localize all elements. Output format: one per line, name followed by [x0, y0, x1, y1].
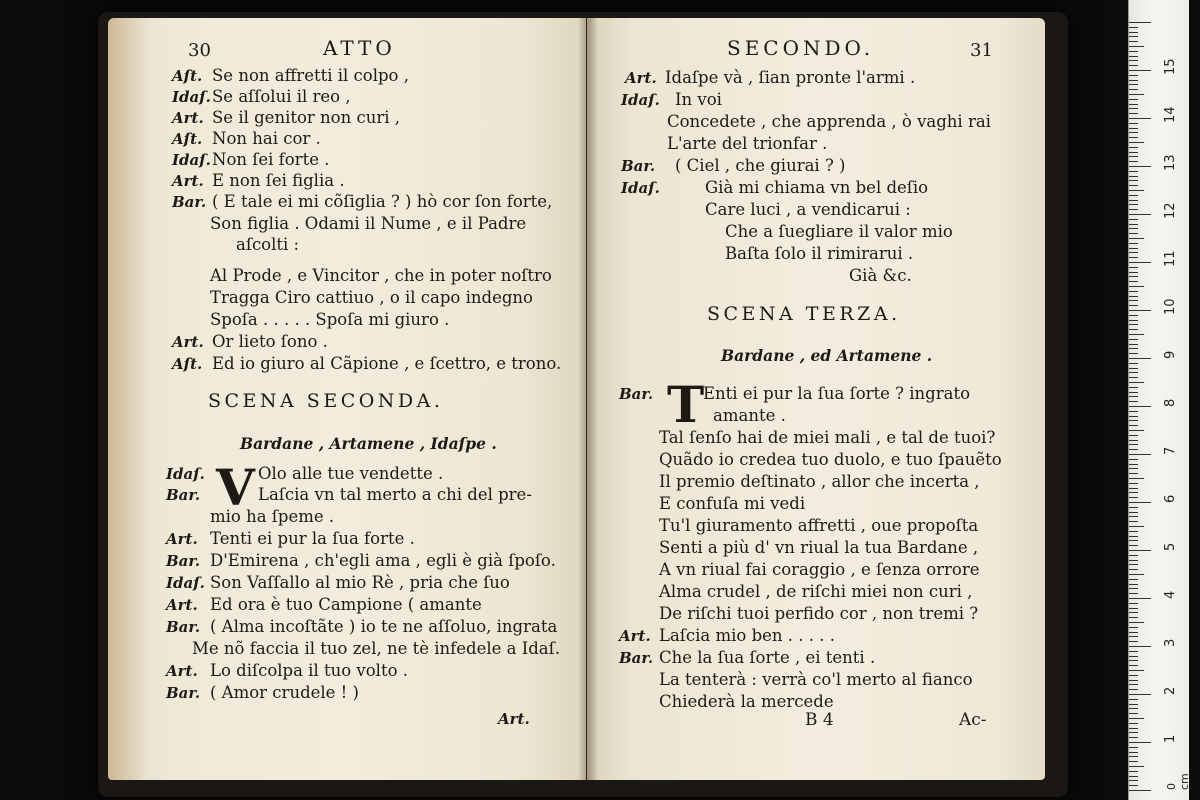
- ruler-tick: [1129, 704, 1138, 705]
- ruler-tick: [1129, 459, 1138, 460]
- ruler-tick: [1129, 180, 1138, 181]
- ruler-tick: [1129, 176, 1138, 177]
- ruler-label: 9: [1163, 350, 1178, 359]
- ruler-tick: [1129, 152, 1138, 153]
- ruler-tick: [1129, 99, 1138, 100]
- ruler-tick: [1129, 483, 1138, 484]
- ruler-tick: [1129, 368, 1138, 369]
- ruler-tick: [1129, 65, 1138, 66]
- ruler-tick: [1129, 80, 1138, 81]
- ruler-tick: [1129, 622, 1144, 623]
- right-running-header: SECONDO.: [727, 36, 875, 60]
- ruler-tick: [1129, 588, 1138, 589]
- ruler-tick: [1129, 468, 1138, 469]
- ruler-tick: [1129, 584, 1138, 585]
- ruler-tick: [1129, 646, 1151, 647]
- ruler-tick: [1129, 435, 1138, 436]
- ruler-tick: [1129, 248, 1138, 249]
- ruler-tick: [1129, 718, 1144, 719]
- ruler-tick: [1129, 771, 1138, 772]
- drop-cap: V: [216, 458, 255, 517]
- ruler-tick: [1129, 473, 1138, 474]
- ruler-label: 4: [1163, 590, 1178, 599]
- ruler-tick: [1129, 300, 1138, 301]
- ruler-label: 1: [1163, 734, 1178, 743]
- ruler-tick: [1129, 27, 1138, 28]
- ruler-tick: [1129, 382, 1144, 383]
- ruler-tick: [1129, 670, 1144, 671]
- ruler-tick: [1129, 22, 1151, 23]
- ruler-tick: [1129, 766, 1144, 767]
- ruler-tick: [1129, 137, 1138, 138]
- ruler-tick: [1129, 156, 1138, 157]
- ruler-tick: [1129, 228, 1138, 229]
- ruler-tick: [1129, 147, 1138, 148]
- ruler-tick: [1129, 627, 1138, 628]
- ruler-tick: [1129, 550, 1151, 551]
- ruler-label: 5: [1163, 542, 1178, 551]
- ruler-tick: [1129, 440, 1138, 441]
- ruler-tick: [1129, 536, 1138, 537]
- ruler-tick: [1129, 272, 1138, 273]
- ruler-tick: [1129, 492, 1138, 493]
- ruler-tick: [1129, 286, 1144, 287]
- ruler-tick: [1129, 329, 1138, 330]
- ruler-tick: [1129, 161, 1138, 162]
- ruler-tick: [1129, 555, 1138, 556]
- ruler-tick: [1129, 540, 1138, 541]
- ruler-tick: [1129, 430, 1144, 431]
- ruler-tick: [1129, 334, 1144, 335]
- ruler-tick: [1129, 411, 1138, 412]
- ruler-tick: [1129, 684, 1138, 685]
- ruler-tick: [1129, 310, 1151, 311]
- ruler-unit: 0 cm: [1165, 773, 1191, 790]
- ruler-tick: [1129, 752, 1138, 753]
- ruler-tick: [1129, 723, 1138, 724]
- ruler-tick: [1129, 276, 1138, 277]
- right-page-number: 31: [970, 40, 993, 61]
- ruler-tick: [1129, 243, 1138, 244]
- ruler-tick: [1129, 636, 1138, 637]
- ruler-label: 13: [1163, 154, 1178, 171]
- ruler-tick: [1129, 478, 1144, 479]
- ruler-tick: [1129, 569, 1138, 570]
- ruler-tick: [1129, 315, 1138, 316]
- catchword: Art.: [498, 710, 530, 728]
- ruler-label: 6: [1163, 494, 1178, 503]
- ruler-tick: [1129, 209, 1138, 210]
- ruler-label: 12: [1163, 202, 1178, 219]
- ruler-tick: [1129, 94, 1144, 95]
- ruler-label: 10: [1163, 298, 1178, 315]
- ruler-tick: [1129, 420, 1138, 421]
- ruler-tick: [1129, 488, 1138, 489]
- ruler-tick: [1129, 699, 1138, 700]
- drop-cap: T: [667, 375, 705, 434]
- ruler-tick: [1129, 612, 1138, 613]
- ruler-tick: [1129, 641, 1138, 642]
- ruler-tick: [1129, 252, 1138, 253]
- ruler-tick: [1129, 204, 1138, 205]
- ruler-tick: [1129, 531, 1138, 532]
- ruler-tick: [1129, 406, 1151, 407]
- ruler-tick: [1129, 396, 1138, 397]
- ruler-tick: [1129, 195, 1138, 196]
- ruler-tick: [1129, 651, 1138, 652]
- ruler-tick: [1129, 372, 1138, 373]
- ruler-tick: [1129, 728, 1138, 729]
- ruler-tick: [1129, 776, 1138, 777]
- ruler-tick: [1129, 171, 1138, 172]
- ruler-tick: [1129, 675, 1138, 676]
- ruler-tick: [1129, 132, 1138, 133]
- ruler-tick: [1129, 257, 1138, 258]
- scene-characters: Bardane , ed Artamene .: [721, 346, 933, 365]
- scene-characters: Bardane , Artamene , Idaſpe .: [240, 434, 497, 453]
- left-running-header: ATTO: [323, 36, 396, 60]
- ruler-tick: [1129, 598, 1151, 599]
- ruler-tick: [1129, 46, 1144, 47]
- right-page: SECONDO. 31 Art. Idaſpe và , ſian pronte l'armi . Idaſ. In voi Concedete , che apprenda , ò vaghi rai L'arte del trionfar . Bar. ( Ciel , che giurai ? ) Idaſ. Già mi chiama vn bel deſio Care luci , a vendicarui : Che a ſuegliare il valor mio Baſta ſolo il rimirarui . Già &c. SCENA TERZA. Bardane , ed Artamene . T Bar. Enti ei pur la ſua ſorte ? ingrato amante . Tal ſenſo hai de miei mali , e tal de tuoi? Quãdo io credea tuo duolo, e tuo ſpauẽto Il premio deſtinato , allor che incerta , E confuſa mi vedi Tu'l giuramento affretti , oue propoſta Senti a più d' vn riual la tua Bardane , A vn riual fai coraggio , e ſenza orrore Alma crudel , de riſchi miei non curi , De riſchi tuoi perfido cor , non tremi ? Art. Laſcia mio ben . . . . . Bar. Che la ſua ſorte , ei tenti . La tenterà : verrà co'l merto al fianco Chiederà la mercede B 4 Ac-: [587, 18, 1045, 780]
- ruler-tick: [1129, 320, 1138, 321]
- ruler-tick: [1129, 747, 1138, 748]
- scene-title: SCENA SECONDA.: [208, 390, 444, 412]
- ruler-tick: [1129, 579, 1138, 580]
- ruler-tick: [1129, 545, 1138, 546]
- ruler-label: 3: [1163, 638, 1178, 647]
- ruler-tick: [1129, 305, 1138, 306]
- ruler-tick: [1129, 708, 1138, 709]
- ruler-tick: [1129, 281, 1138, 282]
- ruler-tick: [1129, 737, 1138, 738]
- ruler-tick: [1129, 454, 1151, 455]
- ruler-tick: [1129, 742, 1151, 743]
- ruler-tick: [1129, 296, 1138, 297]
- ruler-tick: [1129, 353, 1138, 354]
- ruler-tick: [1129, 104, 1138, 105]
- ruler-tick: [1129, 401, 1138, 402]
- ruler-tick: [1129, 60, 1138, 61]
- ruler-tick: [1129, 574, 1144, 575]
- ruler-label: 15: [1163, 58, 1178, 75]
- ruler-tick: [1129, 128, 1138, 129]
- ruler-tick: [1129, 291, 1138, 292]
- ruler-tick: [1129, 123, 1138, 124]
- ruler-tick: [1129, 324, 1138, 325]
- ruler-tick: [1129, 166, 1151, 167]
- ruler-tick: [1129, 348, 1138, 349]
- ruler-tick: [1129, 512, 1138, 513]
- measuring-ruler: [1128, 0, 1189, 800]
- ruler-tick: [1129, 449, 1138, 450]
- ruler-tick: [1129, 142, 1144, 143]
- ruler-tick: [1129, 689, 1138, 690]
- ruler-tick: [1129, 392, 1138, 393]
- ruler-label: 7: [1163, 446, 1178, 455]
- ruler-tick: [1129, 70, 1151, 71]
- ruler-tick: [1129, 713, 1138, 714]
- ruler-tick: [1129, 219, 1138, 220]
- ruler-tick: [1129, 497, 1138, 498]
- ruler-tick: [1129, 617, 1138, 618]
- ruler-tick: [1129, 190, 1144, 191]
- ruler-tick: [1129, 603, 1138, 604]
- book-gutter: [578, 18, 598, 780]
- ruler-tick: [1129, 732, 1138, 733]
- ruler-tick: [1129, 89, 1138, 90]
- page-stain: [108, 18, 148, 780]
- ruler-tick: [1129, 694, 1151, 695]
- ruler-tick: [1129, 75, 1138, 76]
- ruler-tick: [1129, 56, 1138, 57]
- left-page-number: 30: [188, 40, 211, 61]
- ruler-tick: [1129, 344, 1138, 345]
- signature-mark: B 4: [805, 710, 834, 730]
- ruler-tick: [1129, 593, 1138, 594]
- ruler-tick: [1129, 339, 1138, 340]
- ruler-tick: [1129, 656, 1138, 657]
- ruler-tick: [1129, 756, 1138, 757]
- ruler-label: 8: [1163, 398, 1178, 407]
- ruler-tick: [1129, 200, 1138, 201]
- ruler-tick: [1129, 780, 1138, 781]
- scene-title: SCENA TERZA.: [707, 303, 901, 325]
- ruler-tick: [1129, 761, 1138, 762]
- ruler-tick: [1129, 363, 1138, 364]
- ruler-tick: [1129, 32, 1138, 33]
- ruler-tick: [1129, 51, 1138, 52]
- ruler-tick: [1129, 377, 1138, 378]
- ruler-tick: [1129, 118, 1151, 119]
- ruler-tick: [1129, 660, 1138, 661]
- ruler-tick: [1129, 214, 1151, 215]
- ruler-tick: [1129, 425, 1138, 426]
- ruler-tick: [1129, 113, 1138, 114]
- ruler-tick: [1129, 564, 1138, 565]
- ruler-tick: [1129, 233, 1138, 234]
- ruler-tick: [1129, 444, 1138, 445]
- ruler-tick: [1129, 224, 1138, 225]
- ruler-tick: [1129, 185, 1138, 186]
- ruler-tick: [1129, 665, 1138, 666]
- ruler-tick: [1129, 502, 1151, 503]
- ruler-tick: [1129, 358, 1151, 359]
- ruler-label: 11: [1163, 250, 1178, 267]
- catchword: Ac-: [959, 710, 987, 730]
- ruler-tick: [1129, 238, 1144, 239]
- ruler-tick: [1129, 507, 1138, 508]
- ruler-tick: [1129, 680, 1138, 681]
- left-page: 30 ATTO Aſt. Se non affretti il colpo , Idaſ. Se aſſolui il reo , Art. Se il genitor non curi , Aſt. Non hai cor . Idaſ. Non ſei forte . Art. E non ſei figlia . Bar. ( E tale ei mi cõſiglia ? ) hò cor ſon forte, Son figlia . Odami il Nume , e il Padre aſcolti : Al Prode , e Vincitor , che in poter noſtro Tragga Ciro cattiuo , o il capo indegno Spoſa . . . . . Spoſa mi giuro . Art. Or lieto ſono . Aſt. Ed io giuro al Cãpione , e ſcettro, e trono. SCENA SECONDA. Bardane , Artamene , Idaſpe . V Idaſ. Olo alle tue vendette . Bar. Laſcia vn tal merto a chi del pre- mio ha ſpeme . Art. Tenti ei pur la ſua forte . Bar. D'Emirena , ch'egli ama , egli è già ſpoſo. Idaſ. Son Vaſſallo al mio Rè , pria che ſuo Art. Ed ora è tuo Campione ( amante Bar. ( Alma incoſtãte ) io te ne aſſoluo, ingrata Me nõ faccia il tuo zel, ne tè infedele a Idaſ. Art. Lo diſcolpa il tuo volto . Bar. ( Amor crudele ! ) Art.: [108, 18, 586, 780]
- ruler-tick: [1129, 516, 1138, 517]
- ruler-label: 14: [1163, 106, 1178, 123]
- ruler-tick: [1129, 790, 1151, 791]
- ruler-tick: [1129, 785, 1138, 786]
- ruler-tick: [1129, 262, 1151, 263]
- ruler-tick: [1129, 267, 1138, 268]
- ruler-tick: [1129, 41, 1138, 42]
- ruler-tick: [1129, 560, 1138, 561]
- ruler-tick: [1129, 608, 1138, 609]
- ruler-tick: [1129, 464, 1138, 465]
- ruler-tick: [1129, 632, 1138, 633]
- ruler-tick: [1129, 108, 1138, 109]
- ruler-tick: [1129, 416, 1138, 417]
- ruler-tick: [1129, 526, 1144, 527]
- ruler-tick: [1129, 387, 1138, 388]
- ruler-tick: [1129, 36, 1138, 37]
- ruler-tick: [1129, 521, 1138, 522]
- ruler-label: 2: [1163, 686, 1178, 695]
- ruler-tick: [1129, 84, 1138, 85]
